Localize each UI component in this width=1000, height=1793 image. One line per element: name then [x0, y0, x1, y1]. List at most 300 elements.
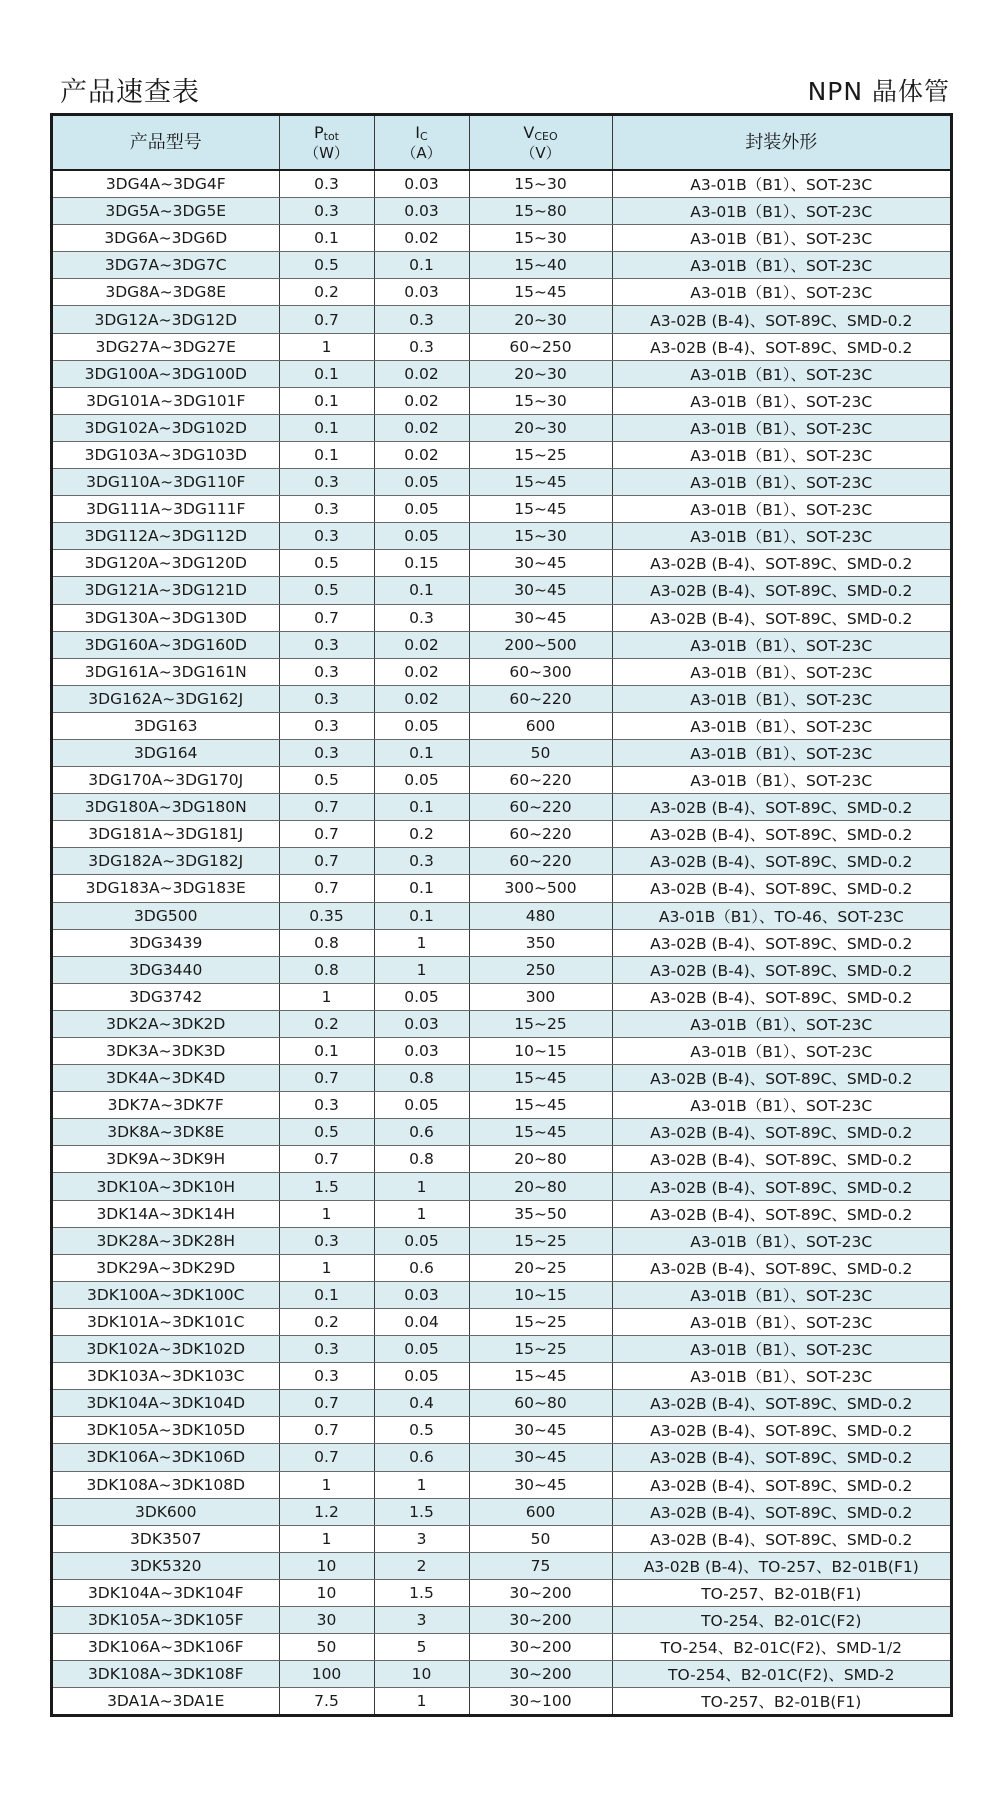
table-row — [53, 1579, 950, 1606]
cell-vceo: 15~45 — [469, 1065, 612, 1092]
table-row — [53, 1498, 950, 1525]
table-row — [53, 767, 950, 794]
cell-model: 3DG121A~3DG121D — [53, 577, 279, 604]
cell-model: 3DG111A~3DG111F — [53, 496, 279, 523]
cell-package: A3-02B (B-4)、SOT-89C、SMD-0.2 — [612, 1498, 950, 1525]
cell-ptot: 0.1 — [279, 441, 374, 468]
cell-ptot: 50 — [279, 1634, 374, 1661]
cell-package: A3-01B（B1）、SOT-23C — [612, 198, 950, 225]
table-row — [53, 983, 950, 1010]
cell-ptot: 0.5 — [279, 252, 374, 279]
cell-ic: 0.4 — [374, 1390, 469, 1417]
cell-ptot: 0.1 — [279, 387, 374, 414]
header-package — [612, 116, 950, 170]
cell-ic: 0.3 — [374, 604, 469, 631]
cell-ic: 0.02 — [374, 414, 469, 441]
cell-package: A3-01B（B1）、SOT-23C — [612, 170, 950, 198]
cell-model: 3DK2A~3DK2D — [53, 1010, 279, 1037]
header-package-label: 封装外形 — [745, 131, 818, 153]
table-row — [53, 685, 950, 712]
cell-vceo: 60~220 — [469, 767, 612, 794]
table-row — [53, 1525, 950, 1552]
cell-model: 3DG101A~3DG101F — [53, 387, 279, 414]
cell-ptot: 0.7 — [279, 306, 374, 333]
cell-package: A3-02B (B-4)、SOT-89C、SMD-0.2 — [612, 848, 950, 875]
cell-ptot: 0.3 — [279, 631, 374, 658]
cell-vceo: 200~500 — [469, 631, 612, 658]
cell-ptot: 0.8 — [279, 929, 374, 956]
cell-ptot: 0.3 — [279, 712, 374, 739]
cell-ic: 0.05 — [374, 712, 469, 739]
cell-model: 3DG103A~3DG103D — [53, 441, 279, 468]
table-row — [53, 550, 950, 577]
cell-vceo: 480 — [469, 902, 612, 929]
table-row — [53, 1146, 950, 1173]
cell-ptot: 0.3 — [279, 1336, 374, 1363]
cell-package: A3-02B (B-4)、SOT-89C、SMD-0.2 — [612, 1444, 950, 1471]
cell-ic: 0.3 — [374, 333, 469, 360]
cell-ic: 0.03 — [374, 198, 469, 225]
cell-vceo: 60~220 — [469, 848, 612, 875]
table-row — [53, 794, 950, 821]
table-row — [53, 306, 950, 333]
cell-model: 3DK3507 — [53, 1525, 279, 1552]
cell-package: A3-01B（B1）、SOT-23C — [612, 1281, 950, 1308]
cell-ptot: 0.5 — [279, 767, 374, 794]
cell-package: A3-01B（B1）、SOT-23C — [612, 252, 950, 279]
table-row — [53, 1254, 950, 1281]
cell-ic: 2 — [374, 1552, 469, 1579]
table-row — [53, 1173, 950, 1200]
page-subtitle: NPN 晶体管 — [807, 77, 950, 106]
cell-package: A3-02B (B-4)、SOT-89C、SMD-0.2 — [612, 1417, 950, 1444]
cell-ic: 1.5 — [374, 1498, 469, 1525]
table-row — [53, 1038, 950, 1065]
cell-ic: 0.02 — [374, 658, 469, 685]
cell-vceo: 15~45 — [469, 1363, 612, 1390]
cell-model: 3DG130A~3DG130D — [53, 604, 279, 631]
cell-package: A3-02B (B-4)、SOT-89C、SMD-0.2 — [612, 604, 950, 631]
cell-ic: 10 — [374, 1661, 469, 1688]
cell-ic: 0.05 — [374, 1363, 469, 1390]
cell-ic: 0.05 — [374, 983, 469, 1010]
cell-vceo: 600 — [469, 712, 612, 739]
cell-ic: 3 — [374, 1606, 469, 1633]
cell-vceo: 15~30 — [469, 225, 612, 252]
cell-ic: 0.1 — [374, 875, 469, 902]
cell-ptot: 0.2 — [279, 1010, 374, 1037]
table-row — [53, 848, 950, 875]
cell-ptot: 0.7 — [279, 1390, 374, 1417]
cell-ic: 1 — [374, 929, 469, 956]
cell-ptot: 0.3 — [279, 739, 374, 766]
cell-model: 3DG162A~3DG162J — [53, 685, 279, 712]
cell-vceo: 30~200 — [469, 1661, 612, 1688]
table-row — [53, 1688, 950, 1715]
cell-ptot: 10 — [279, 1579, 374, 1606]
cell-package: A3-01B（B1）、SOT-23C — [612, 1308, 950, 1335]
cell-vceo: 75 — [469, 1552, 612, 1579]
cell-model: 3DG120A~3DG120D — [53, 550, 279, 577]
table-row — [53, 1200, 950, 1227]
table-row — [53, 360, 950, 387]
cell-vceo: 30~100 — [469, 1688, 612, 1715]
cell-package: A3-02B (B-4)、SOT-89C、SMD-0.2 — [612, 1146, 950, 1173]
cell-model: 3DG180A~3DG180N — [53, 794, 279, 821]
cell-package: A3-01B（B1）、SOT-23C — [612, 739, 950, 766]
table-row — [53, 1119, 950, 1146]
cell-model: 3DG12A~3DG12D — [53, 306, 279, 333]
cell-vceo: 15~30 — [469, 387, 612, 414]
cell-vceo: 50 — [469, 1525, 612, 1552]
cell-vceo: 15~45 — [469, 496, 612, 523]
cell-model: 3DG112A~3DG112D — [53, 523, 279, 550]
table-row — [53, 1661, 950, 1688]
header-ic-unit: （A） — [401, 143, 442, 162]
cell-model: 3DK104A~3DK104F — [53, 1579, 279, 1606]
header-ptot-sub: tot — [323, 130, 339, 144]
table-row — [53, 170, 950, 198]
cell-ic: 0.1 — [374, 794, 469, 821]
cell-ptot: 0.3 — [279, 523, 374, 550]
cell-ic: 0.03 — [374, 279, 469, 306]
cell-vceo: 10~15 — [469, 1281, 612, 1308]
cell-vceo: 20~80 — [469, 1146, 612, 1173]
table-row — [53, 604, 950, 631]
cell-ic: 0.05 — [374, 469, 469, 496]
cell-package: A3-02B (B-4)、SOT-89C、SMD-0.2 — [612, 794, 950, 821]
cell-model: 3DG160A~3DG160D — [53, 631, 279, 658]
cell-model: 3DK101A~3DK101C — [53, 1308, 279, 1335]
cell-vceo: 60~220 — [469, 821, 612, 848]
cell-package: A3-02B (B-4)、SOT-89C、SMD-0.2 — [612, 1173, 950, 1200]
cell-vceo: 10~15 — [469, 1038, 612, 1065]
table-row — [53, 279, 950, 306]
table-row — [53, 1634, 950, 1661]
cell-package: A3-01B（B1）、SOT-23C — [612, 1038, 950, 1065]
table-row — [53, 1092, 950, 1119]
cell-model: 3DK102A~3DK102D — [53, 1336, 279, 1363]
cell-vceo: 300~500 — [469, 875, 612, 902]
cell-model: 3DG8A~3DG8E — [53, 279, 279, 306]
table-row — [53, 1010, 950, 1037]
table-row — [53, 658, 950, 685]
header-vceo-letter: V — [523, 123, 535, 143]
cell-package: A3-02B (B-4)、SOT-89C、SMD-0.2 — [612, 875, 950, 902]
table-row — [53, 1336, 950, 1363]
cell-package: A3-01B（B1）、SOT-23C — [612, 767, 950, 794]
table-body — [53, 170, 950, 1714]
cell-ic: 0.6 — [374, 1444, 469, 1471]
cell-model: 3DG100A~3DG100D — [53, 360, 279, 387]
cell-package: A3-01B（B1）、SOT-23C — [612, 360, 950, 387]
table-row — [53, 739, 950, 766]
cell-package: A3-01B（B1）、SOT-23C — [612, 712, 950, 739]
cell-model: 3DG3742 — [53, 983, 279, 1010]
cell-package: A3-02B (B-4)、SOT-89C、SMD-0.2 — [612, 550, 950, 577]
cell-ic: 0.03 — [374, 170, 469, 198]
cell-ptot: 1 — [279, 1254, 374, 1281]
cell-package: A3-01B（B1）、SOT-23C — [612, 1227, 950, 1254]
cell-vceo: 20~30 — [469, 414, 612, 441]
cell-model: 3DG110A~3DG110F — [53, 469, 279, 496]
cell-ic: 0.03 — [374, 1281, 469, 1308]
cell-model: 3DA1A~3DA1E — [53, 1688, 279, 1715]
product-table-container — [50, 113, 953, 1717]
cell-vceo: 60~220 — [469, 685, 612, 712]
cell-package: TO-254、B2-01C(F2)、SMD-2 — [612, 1661, 950, 1688]
table-row — [53, 252, 950, 279]
cell-package: A3-02B (B-4)、SOT-89C、SMD-0.2 — [612, 983, 950, 1010]
cell-ptot: 0.2 — [279, 1308, 374, 1335]
cell-package: A3-01B（B1）、SOT-23C — [612, 1336, 950, 1363]
cell-ic: 0.03 — [374, 1038, 469, 1065]
table-row — [53, 387, 950, 414]
cell-ptot: 1 — [279, 1471, 374, 1498]
cell-package: A3-01B（B1）、SOT-23C — [612, 279, 950, 306]
cell-package: A3-02B (B-4)、TO-257、B2-01B(F1) — [612, 1552, 950, 1579]
cell-package: A3-02B (B-4)、SOT-89C、SMD-0.2 — [612, 577, 950, 604]
cell-vceo: 30~45 — [469, 550, 612, 577]
cell-ptot: 0.3 — [279, 170, 374, 198]
cell-package: A3-01B（B1）、SOT-23C — [612, 631, 950, 658]
cell-package: A3-01B（B1）、SOT-23C — [612, 658, 950, 685]
cell-model: 3DK105A~3DK105D — [53, 1417, 279, 1444]
cell-model: 3DK103A~3DK103C — [53, 1363, 279, 1390]
cell-ic: 1.5 — [374, 1579, 469, 1606]
header-ptot-unit: （W） — [304, 143, 349, 162]
cell-ptot: 1.2 — [279, 1498, 374, 1525]
cell-ic: 0.3 — [374, 306, 469, 333]
cell-vceo: 15~30 — [469, 523, 612, 550]
cell-ic: 0.05 — [374, 767, 469, 794]
cell-ic: 0.05 — [374, 1336, 469, 1363]
cell-ic: 0.1 — [374, 739, 469, 766]
header-ptot-letter: P — [313, 123, 324, 143]
header-ptot-symbol — [280, 123, 374, 143]
cell-ic: 5 — [374, 1634, 469, 1661]
table-row — [53, 1281, 950, 1308]
table-row — [53, 1606, 950, 1633]
cell-vceo: 15~45 — [469, 469, 612, 496]
cell-package: A3-02B (B-4)、SOT-89C、SMD-0.2 — [612, 821, 950, 848]
cell-ptot: 30 — [279, 1606, 374, 1633]
cell-ptot: 0.3 — [279, 1227, 374, 1254]
cell-ic: 1 — [374, 1688, 469, 1715]
cell-model: 3DK105A~3DK105F — [53, 1606, 279, 1633]
cell-model: 3DG161A~3DG161N — [53, 658, 279, 685]
cell-ptot: 0.3 — [279, 1363, 374, 1390]
cell-ptot: 1 — [279, 983, 374, 1010]
cell-ptot: 0.7 — [279, 848, 374, 875]
cell-vceo: 30~45 — [469, 604, 612, 631]
cell-ic: 0.05 — [374, 1227, 469, 1254]
table-row — [53, 577, 950, 604]
cell-model: 3DK8A~3DK8E — [53, 1119, 279, 1146]
cell-ic: 0.1 — [374, 577, 469, 604]
cell-vceo: 50 — [469, 739, 612, 766]
cell-vceo: 20~80 — [469, 1173, 612, 1200]
cell-model: 3DK29A~3DK29D — [53, 1254, 279, 1281]
cell-ptot: 0.3 — [279, 685, 374, 712]
cell-package: A3-01B（B1）、SOT-23C — [612, 1363, 950, 1390]
cell-ic: 0.6 — [374, 1119, 469, 1146]
header-vceo-unit: （V） — [520, 143, 561, 162]
cell-ic: 0.6 — [374, 1254, 469, 1281]
cell-vceo: 15~30 — [469, 170, 612, 198]
cell-ptot: 0.7 — [279, 1146, 374, 1173]
cell-model: 3DG163 — [53, 712, 279, 739]
table-row — [53, 902, 950, 929]
cell-package: A3-02B (B-4)、SOT-89C、SMD-0.2 — [612, 929, 950, 956]
cell-ic: 0.05 — [374, 496, 469, 523]
cell-ic: 0.2 — [374, 821, 469, 848]
cell-package: A3-01B（B1）、SOT-23C — [612, 1092, 950, 1119]
cell-model: 3DG164 — [53, 739, 279, 766]
cell-model: 3DG102A~3DG102D — [53, 414, 279, 441]
cell-vceo: 30~200 — [469, 1634, 612, 1661]
cell-vceo: 300 — [469, 983, 612, 1010]
cell-model: 3DK3A~3DK3D — [53, 1038, 279, 1065]
cell-ptot: 0.3 — [279, 496, 374, 523]
cell-model: 3DK106A~3DK106D — [53, 1444, 279, 1471]
cell-vceo: 600 — [469, 1498, 612, 1525]
cell-ptot: 0.7 — [279, 1444, 374, 1471]
cell-package: A3-02B (B-4)、SOT-89C、SMD-0.2 — [612, 956, 950, 983]
cell-vceo: 20~30 — [469, 306, 612, 333]
cell-package: TO-257、B2-01B(F1) — [612, 1688, 950, 1715]
cell-package: A3-01B（B1）、SOT-23C — [612, 387, 950, 414]
cell-ic: 0.05 — [374, 523, 469, 550]
cell-vceo: 30~45 — [469, 1444, 612, 1471]
cell-ic: 0.02 — [374, 387, 469, 414]
table-row — [53, 1552, 950, 1579]
cell-package: A3-02B (B-4)、SOT-89C、SMD-0.2 — [612, 1065, 950, 1092]
table-row — [53, 929, 950, 956]
header-ic-sub: C — [420, 130, 428, 144]
cell-model: 3DG7A~3DG7C — [53, 252, 279, 279]
cell-model: 3DK5320 — [53, 1552, 279, 1579]
cell-vceo: 15~45 — [469, 1119, 612, 1146]
table-row — [53, 1444, 950, 1471]
table-row — [53, 1417, 950, 1444]
cell-vceo: 15~25 — [469, 1336, 612, 1363]
cell-package: A3-01B（B1）、SOT-23C — [612, 496, 950, 523]
cell-ic: 0.02 — [374, 631, 469, 658]
cell-package: TO-254、B2-01C(F2) — [612, 1606, 950, 1633]
cell-ptot: 0.7 — [279, 1417, 374, 1444]
header-vceo-symbol — [470, 123, 612, 143]
cell-vceo: 250 — [469, 956, 612, 983]
cell-model: 3DG170A~3DG170J — [53, 767, 279, 794]
cell-ptot: 0.7 — [279, 821, 374, 848]
header-model-label: 产品型号 — [129, 131, 202, 153]
cell-vceo: 30~45 — [469, 577, 612, 604]
table-row — [53, 441, 950, 468]
table-row — [53, 333, 950, 360]
cell-ic: 3 — [374, 1525, 469, 1552]
table-row — [53, 631, 950, 658]
cell-ic: 1 — [374, 1200, 469, 1227]
cell-ic: 0.8 — [374, 1146, 469, 1173]
cell-ic: 0.03 — [374, 1010, 469, 1037]
cell-ptot: 10 — [279, 1552, 374, 1579]
cell-vceo: 15~45 — [469, 1092, 612, 1119]
cell-ptot: 0.8 — [279, 956, 374, 983]
header-vceo-sub: CEO — [534, 130, 558, 144]
table-row — [53, 198, 950, 225]
header-ic-symbol — [375, 123, 469, 143]
cell-package: A3-02B (B-4)、SOT-89C、SMD-0.2 — [612, 306, 950, 333]
table-row — [53, 712, 950, 739]
cell-package: A3-02B (B-4)、SOT-89C、SMD-0.2 — [612, 1471, 950, 1498]
cell-vceo: 30~45 — [469, 1471, 612, 1498]
cell-ic: 0.15 — [374, 550, 469, 577]
cell-ptot: 0.1 — [279, 414, 374, 441]
cell-ptot: 0.3 — [279, 1092, 374, 1119]
cell-ptot: 1 — [279, 333, 374, 360]
cell-ptot: 0.1 — [279, 1038, 374, 1065]
cell-model: 3DK10A~3DK10H — [53, 1173, 279, 1200]
cell-vceo: 20~25 — [469, 1254, 612, 1281]
header-model — [53, 116, 279, 170]
cell-model: 3DG6A~3DG6D — [53, 225, 279, 252]
table-row — [53, 956, 950, 983]
cell-package: A3-01B（B1）、SOT-23C — [612, 1010, 950, 1037]
cell-ptot: 1 — [279, 1200, 374, 1227]
cell-model: 3DG5A~3DG5E — [53, 198, 279, 225]
cell-vceo: 35~50 — [469, 1200, 612, 1227]
cell-vceo: 30~200 — [469, 1579, 612, 1606]
cell-package: TO-257、B2-01B(F1) — [612, 1579, 950, 1606]
cell-vceo: 15~25 — [469, 1308, 612, 1335]
cell-vceo: 15~40 — [469, 252, 612, 279]
table-row — [53, 414, 950, 441]
cell-model: 3DK9A~3DK9H — [53, 1146, 279, 1173]
cell-vceo: 15~25 — [469, 441, 612, 468]
cell-ic: 0.1 — [374, 902, 469, 929]
cell-ptot: 0.7 — [279, 794, 374, 821]
cell-model: 3DK600 — [53, 1498, 279, 1525]
header-vceo — [469, 116, 612, 170]
cell-ic: 0.02 — [374, 360, 469, 387]
cell-vceo: 15~25 — [469, 1227, 612, 1254]
cell-ptot: 0.3 — [279, 658, 374, 685]
table-row — [53, 875, 950, 902]
table-row — [53, 496, 950, 523]
cell-ptot: 0.1 — [279, 225, 374, 252]
cell-vceo: 60~250 — [469, 333, 612, 360]
cell-package: A3-02B (B-4)、SOT-89C、SMD-0.2 — [612, 1254, 950, 1281]
cell-model: 3DG183A~3DG183E — [53, 875, 279, 902]
cell-model: 3DK106A~3DK106F — [53, 1634, 279, 1661]
table-row — [53, 1471, 950, 1498]
header-ptot — [279, 116, 374, 170]
cell-ptot: 0.1 — [279, 1281, 374, 1308]
cell-model: 3DG500 — [53, 902, 279, 929]
cell-vceo: 350 — [469, 929, 612, 956]
cell-ptot: 0.35 — [279, 902, 374, 929]
cell-vceo: 20~30 — [469, 360, 612, 387]
cell-package: A3-01B（B1）、SOT-23C — [612, 441, 950, 468]
cell-ptot: 0.7 — [279, 875, 374, 902]
cell-vceo: 30~200 — [469, 1606, 612, 1633]
cell-ic: 0.02 — [374, 225, 469, 252]
cell-ic: 1 — [374, 1471, 469, 1498]
cell-model: 3DK14A~3DK14H — [53, 1200, 279, 1227]
cell-model: 3DG4A~3DG4F — [53, 170, 279, 198]
cell-ic: 0.3 — [374, 848, 469, 875]
